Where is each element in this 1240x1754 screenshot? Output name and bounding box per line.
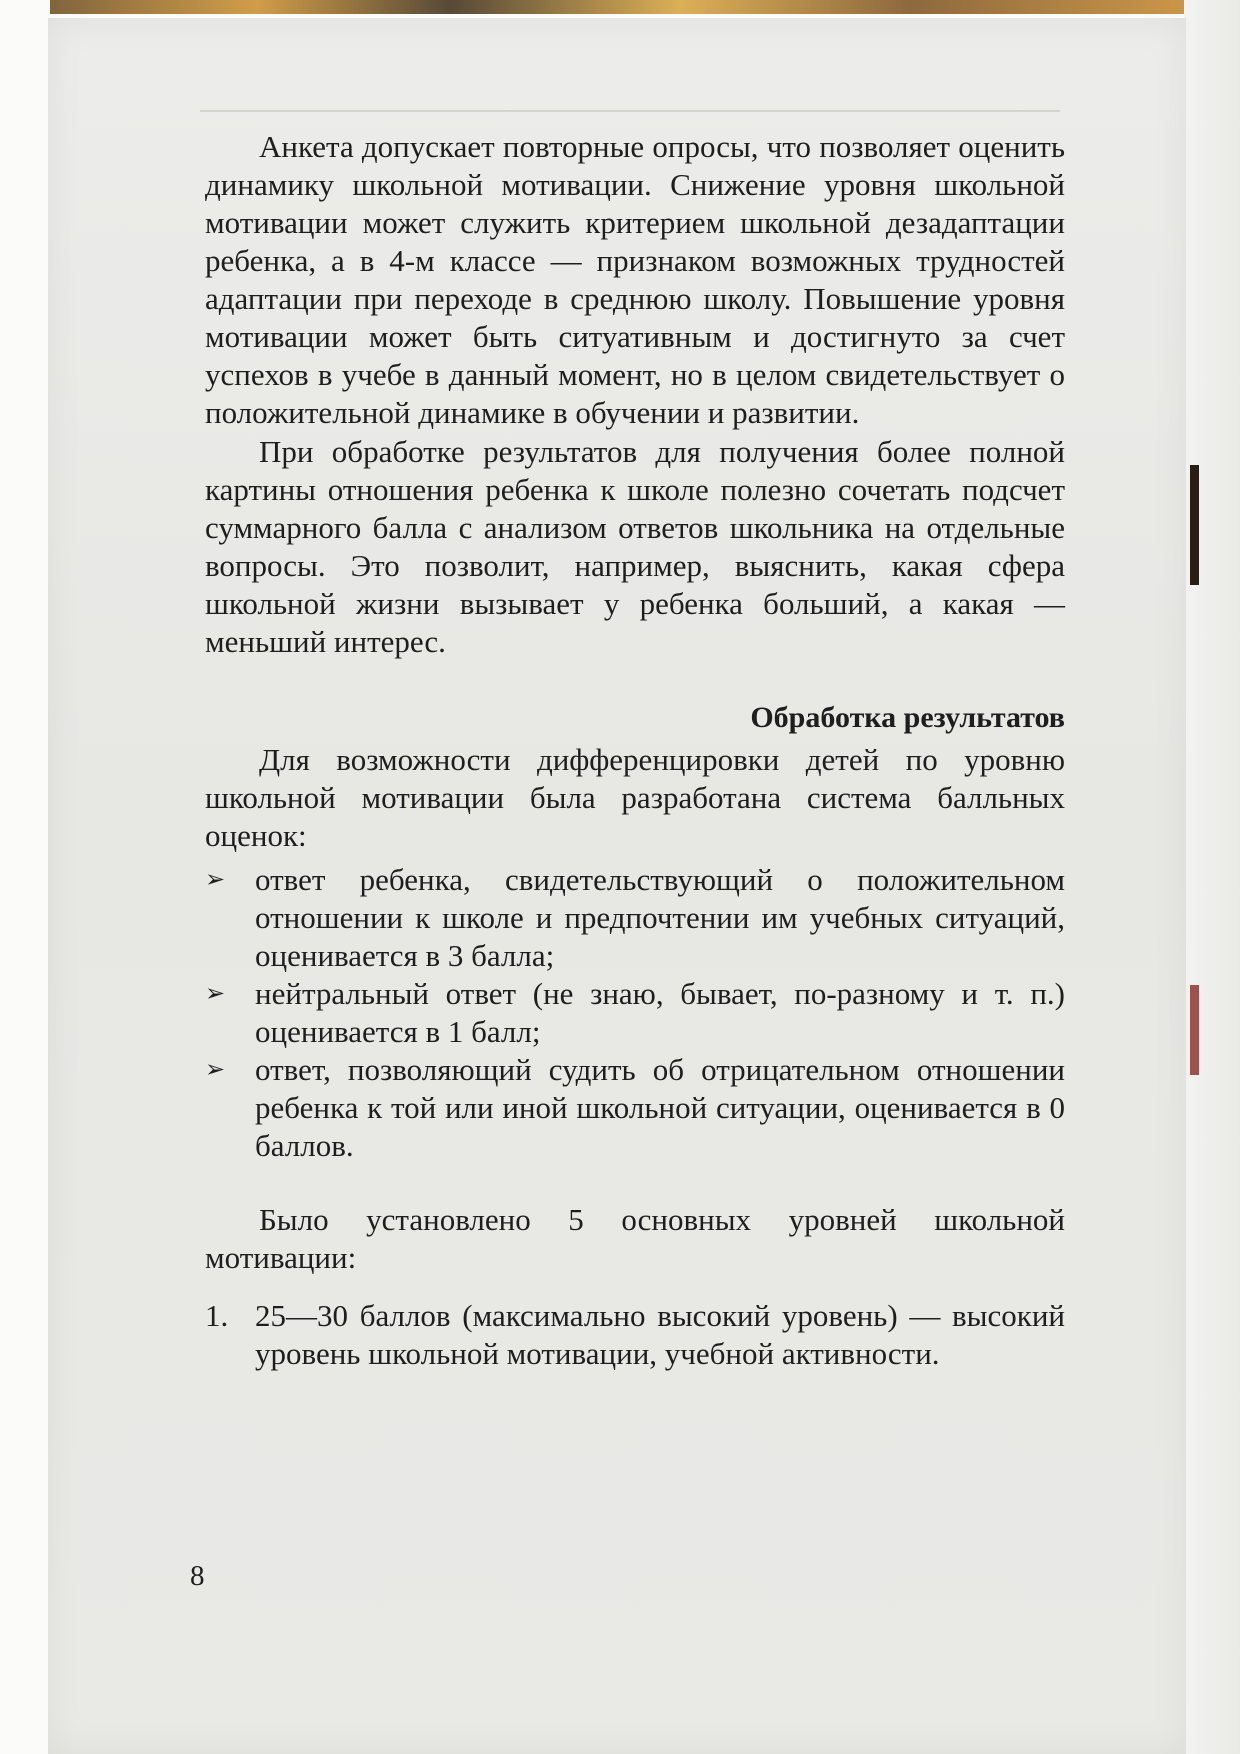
- bullet-arrow-icon: ➢: [205, 1057, 226, 1083]
- section-heading: Обработка результатов: [750, 701, 1065, 734]
- list-item: [205, 861, 1065, 975]
- levels-list: [205, 1297, 1065, 1373]
- bullet-arrow-icon: ➢: [205, 981, 226, 1007]
- page-text: [205, 128, 1065, 1373]
- book-cover-edge: [50, 0, 1195, 14]
- bullet-text: ответ ребенка, свидетельствующий о положительном отношении к школе и предпочтении им учебных ситуаций, оценивается в 3 балла;: [255, 862, 1065, 973]
- level-number: 1.: [205, 1298, 229, 1333]
- paragraph-processing-results: При обработке результатов для получения более полной картины отношения ребенка к школе полезно сочетать подсчет суммарного балла с анализом ответов школьника на отдельные вопросы. Это позволит, например, выяснить, какая сфера школьной жизни вызывает у ребенка больший, а какая — меньший интерес.: [205, 434, 1065, 659]
- scoring-list: [205, 861, 1065, 1165]
- page-right-edge: [1184, 0, 1240, 1754]
- paragraph-repeat-surveys: Анкета допускает повторные опросы, что позволяет оценить динамику школьной мотивации. Снижение уровня школьной мотивации может служить критерием школьной дезадаптации ребенка, а в 4-м классе — признаком возможных трудностей адаптации при переходе в среднюю школу. Повышение уровня мотивации может быть ситуативным и достигнуто за счет успехов в учебе в данный момент, но в целом свидетельствует о положительной динамике в обучении и развитии.: [205, 129, 1065, 430]
- page-number: 8: [190, 1560, 205, 1592]
- edge-mark-dark: [1190, 465, 1199, 585]
- bullet-text: ответ, позволяющий судить об отрицательном отношении ребенка к той или иной школьной ситуации, оценивается в 0 баллов.: [255, 1052, 1065, 1163]
- list-item: [205, 1051, 1065, 1165]
- scoring-intro: Для возможности дифференцировки детей по уровню школьной мотивации была разработана система балльных оценок:: [205, 742, 1065, 853]
- levels-intro: Было установлено 5 основных уровней школьной мотивации:: [205, 1202, 1065, 1275]
- bullet-text: нейтральный ответ (не знаю, бывает, по-разному и т. п.) оценивается в 1 балл;: [255, 976, 1065, 1049]
- bullet-arrow-icon: ➢: [205, 867, 226, 893]
- level-text: 25—30 баллов (максимально высокий уровень) — высокий уровень школьной мотивации, учебной активности.: [255, 1298, 1065, 1371]
- list-item: [205, 1297, 1065, 1373]
- edge-mark-red: [1190, 985, 1199, 1075]
- faint-rule: [200, 110, 1060, 112]
- list-item: [205, 975, 1065, 1051]
